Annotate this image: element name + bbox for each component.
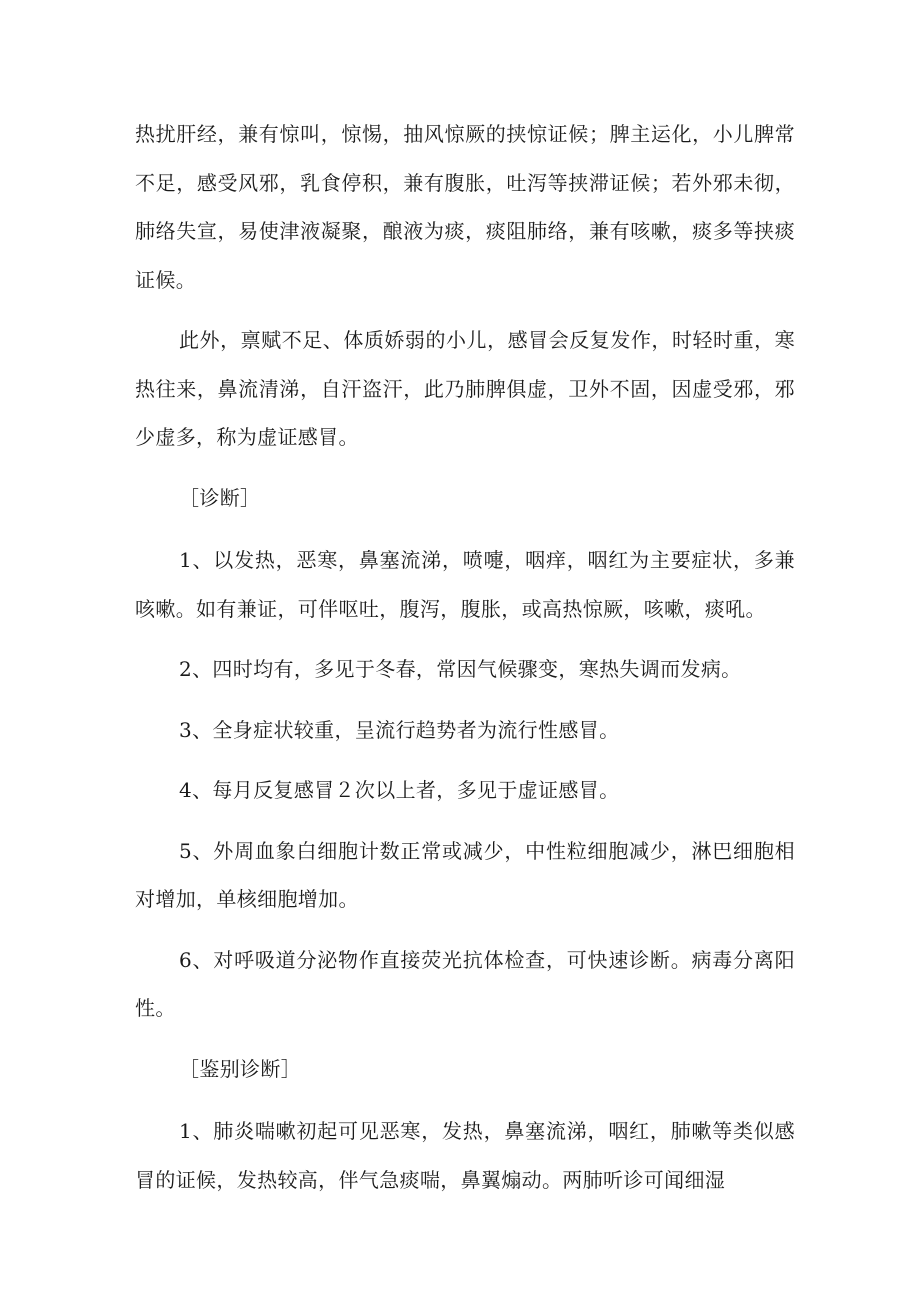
paragraph-syndromes: 热扰肝经，兼有惊叫，惊惕，抽风惊厥的挟惊证候；脾主运化，小儿脾常不足，感受风邪，乳食停积，兼有腹胀，吐泻等挟滞证候；若外邪未彻，肺络失宣，易使津液凝聚，酿液为痰，痰阻肺络，兼有咳嗽，痰多等挟痰证候。 [135,122,795,292]
document-body [135,110,795,1216]
diagnosis-item-2: 2、四时均有，多见于冬春，常因气候骤变，寒热失调而发病。 [179,657,742,681]
diagnosis-item-4: 4、每月反复感冒２次以上者，多见于虚证感冒。 [179,778,620,802]
diagnosis-item-6: 6、对呼吸道分泌物作直接荧光抗体检查，可快速诊断。病毒分离阳性。 [135,947,795,1020]
diagnosis-item-5: 5、外周血象白细胞计数正常或减少，中性粒细胞减少，淋巴细胞相对增加，单核细胞增加。 [135,838,795,911]
section-heading-differential: ［鉴别诊断］ [179,1056,302,1081]
differential-item-1: 1、肺炎喘嗽初起可见恶寒，发热，鼻塞流涕，咽红，肺嗽等类似感冒的证候，发热较高，伴气急痰喘，鼻翼煽动。两肺听诊可闻细湿 [135,1119,795,1192]
paragraph-deficiency-cold: 此外，禀赋不足、体质娇弱的小儿，感冒会反复发作，时轻时重，寒热往来，鼻流清涕，自汗盗汗，此乃肺脾俱虚，卫外不固，因虚受邪，邪少虚多，称为虚证感冒。 [135,328,795,449]
diagnosis-item-3: 3、全身症状较重，呈流行趋势者为流行性感冒。 [179,717,620,742]
section-heading-diagnosis: ［诊断］ [179,485,261,510]
diagnosis-item-1: 1、以发热，恶寒，鼻塞流涕，喷嚏，咽痒，咽红为主要症状，多兼咳嗽。如有兼证，可伴呕吐，腹泻，腹胀，或高热惊厥，咳嗽，痰吼。 [135,548,795,621]
